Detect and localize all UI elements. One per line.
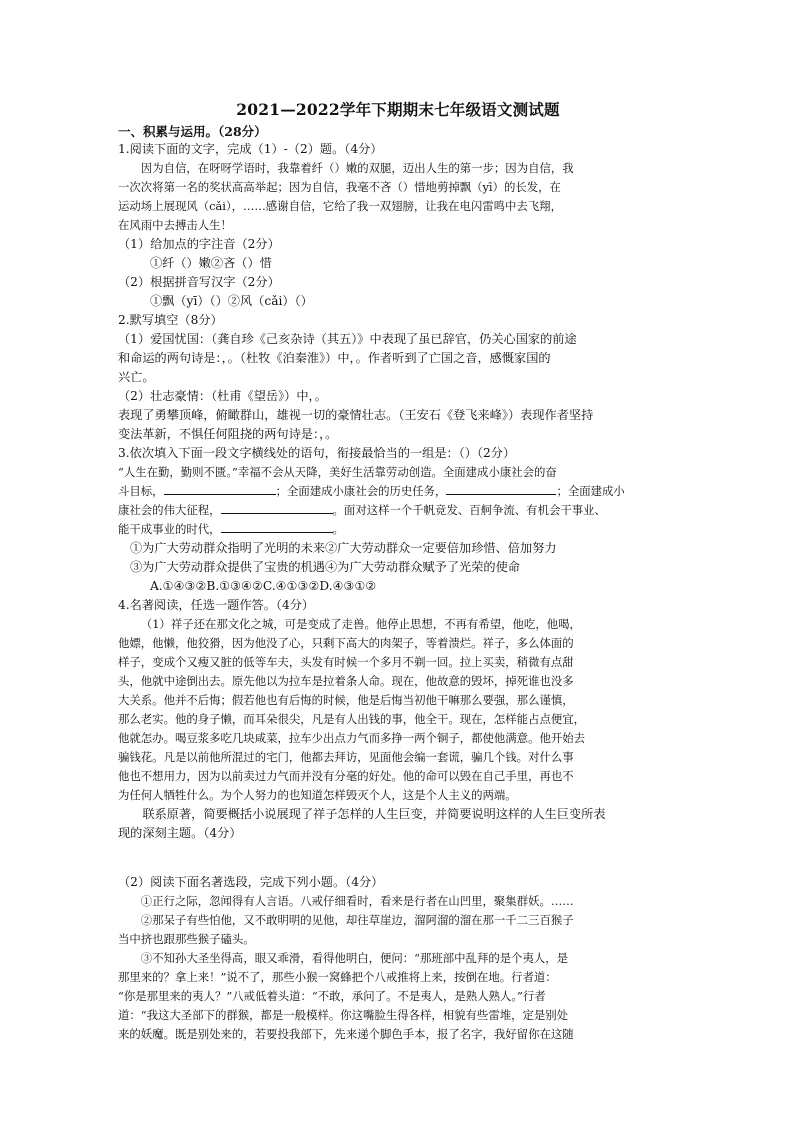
q4-sub2-stem: （2）阅读下面名著选段，完成下列小题。（4分） — [118, 875, 384, 889]
exam-title: 2021—2022学年下期期末七年级语文测试题 — [236, 100, 560, 119]
q1-sub1-answer: ①纤（）嫩②吝（）惜 — [150, 256, 272, 270]
q4-passage-line: 他嫖，他懒，他狡猾，因为他没了心，只剩下高大的肉架子，等着溃烂。祥子，多么体面的 — [118, 636, 574, 650]
fill-blank[interactable] — [446, 482, 556, 495]
q4-sub2-passage-line: 当中挤也跟那些猴子磕头。 — [118, 932, 255, 946]
q4-passage-line: 头，他就中途倒出去。原先他以为拉车是拉着条人命。现在，他故意的毁坏，掉死谁也没多 — [118, 674, 574, 688]
fill-blank[interactable] — [221, 501, 333, 514]
q4-sub2-passage-line: 道：“我这大圣部下的群猴，都是一般模样。你这嘴脸生得各样，相貌有些雷堆，定是别处 — [118, 1008, 569, 1022]
exam-page — [118, 98, 678, 1044]
q1-passage-line: 在风雨中去搏击人生！ — [118, 218, 232, 232]
q2-stem: 2.默写填空（8分） — [118, 313, 223, 327]
q3-choices: A.①④③②B.①③④②C.④①③②D.④③①② — [150, 579, 377, 593]
q4-sub2-passage-line: ②那呆子有些怕他，又不敢明明的见他，却往草崖边，溜阿溜的溜在那一千二三百猴子 — [140, 913, 574, 927]
q3-option-line: ①为广大劳动群众指明了光明的未来②广大劳动群众一定要倍加珍惜、倍加努力 — [130, 541, 557, 555]
q1-sub1: （1）给加点的字注音（2分） — [118, 237, 280, 251]
fill-blank[interactable] — [164, 482, 276, 495]
q1-passage-line: 运动场上展现风（cǎi），……感谢自信，它给了我一双翅膀，让我在电闪雷鸣中去飞翔， — [118, 199, 562, 213]
q2-line: 变法革新，不惧任何阻挠的两句诗是：，。 — [118, 427, 338, 441]
fill-blank[interactable] — [221, 520, 333, 533]
q3-text: 。面对这样一个千帆竞发、百舸争流、有机会干事业、 — [332, 503, 606, 517]
q4-passage-line: 大关系。他并不后悔；假若他也有后悔的时候，他是后悔当初他干嘛那么要强，那么谨慎， — [118, 693, 574, 707]
q4-stem: 4.名著阅读，任选一题作答。（4分） — [118, 598, 315, 612]
q4-question: 联系原著，简要概括小说展现了祥子怎样的人生巨变，并简要说明这样的人生巨变所表 — [142, 807, 606, 821]
q1-sub2: （2）根据拼音写汉字（2分） — [118, 275, 280, 289]
q4-sub2-passage-line: 来的妖魔。既是别处来的，若要投我部下，先来递个脚色手本，报了名字，我好留你在这随 — [118, 1027, 574, 1041]
q4-passage-line: 他也不想用力，因为以前卖过力气而并没有分毫的好处。他的命可以毁在自己手里，再也不 — [118, 769, 574, 783]
q4-question: 现的深刻主题。（4分） — [118, 826, 242, 840]
q3-stem: 3.依次填入下面一段文字横线处的语句，衔接最恰当的一组是：（）（2分） — [118, 446, 516, 460]
q4-sub2-passage-line: ③不知孙大圣坐得高，眼又乖滑，看得他明白，便问：“那班部中乱拜的是个夷人，是 — [140, 951, 569, 965]
q3-option-line: ③为广大劳动群众提供了宝贵的机遇④为广大劳动群众赋予了光荣的使命 — [130, 560, 520, 574]
q2-line: （2）壮志豪情：（杜甫《望岳》）中，。 — [118, 389, 327, 403]
q3-text: ；全面建成小康社会的历史任务， — [275, 484, 447, 498]
q4-passage-line: 样子，变成个又瘦又脏的低等车夫，头发有时候一个多月不剃一回。拉上买卖，稍微有点甜 — [118, 655, 574, 669]
q4-passage-line: 那么老实。他的身子懒，而耳朵很尖，凡是有人出钱的事，他全干。现在，怎样能占点便宜， — [118, 712, 586, 726]
q1-stem: 1.阅读下面的文字，完成（1）-（2）题。（4分） — [118, 142, 383, 156]
answer-space[interactable] — [118, 843, 678, 873]
q1-sub2-answer: ①飘（yī）（）②风（cǎi）（） — [150, 294, 313, 308]
q4-passage-line: 骗钱花。凡是以前他所混过的宅门，他都去拜访，见面他会编一套谎，骗几个钱。对什么事 — [118, 750, 574, 764]
q4-passage-line: （1）祥子还在那文化之城，可是变成了走兽。他停止思想，不再有希望，他吃，他喝， — [140, 617, 581, 631]
q3-text: 。 — [332, 522, 344, 536]
q4-sub2-passage-line: ①正行之际，忽闻得有人言语。八戒仔细看时，看来是行者在山凹里，聚集群妖。…… — [140, 894, 574, 908]
q3-passage-line — [118, 520, 678, 539]
q3-passage-line: “人生在勤，勤则不匮。”幸福不会从天降，美好生活靠劳动创造。全面建成小康社会的奋 — [118, 465, 557, 479]
q3-passage-line — [118, 501, 678, 520]
q1-passage-line: 一次次将第一名的奖状高高举起；因为自信，我毫不吝（）惜地剪掉飘（yī）的长发，在 — [118, 180, 561, 194]
section-heading: 一、积累与运用。（28分） — [118, 124, 267, 139]
q2-line: 兴亡。 — [118, 370, 155, 384]
q4-passage-line: 为任何人牺牲什么。为个人努力的也知道怎样毁灭个人，这是个人主义的两端。 — [118, 788, 517, 802]
q2-line: 表现了勇攀顶峰，俯瞰群山，雄视一切的豪情壮志。（王安石《登飞来峰》）表现作者坚持 — [118, 408, 594, 422]
q3-text: ；全面建成小 — [556, 484, 625, 498]
q4-sub2-passage-line: “你是那里来的夷人？”八戒低着头道：“不敢，承问了。不是夷人，是熟人熟人。”行者 — [118, 989, 546, 1003]
q3-text: 能干成事业的时代， — [118, 522, 221, 536]
q3-text: 康社会的伟大征程， — [118, 503, 221, 517]
q2-line: 和命运的两句诗是：，。（杜牧《泊秦淮》）中，。作者听到了亡国之音，感慨家国的 — [118, 351, 551, 365]
q3-text: 斗目标， — [118, 484, 164, 498]
q3-passage-line — [118, 482, 678, 501]
q1-passage-line: 因为自信，在呀呀学语时，我靠着纤（）嫩的双腿，迈出人生的第一步；因为自信，我 — [140, 161, 574, 175]
q4-sub2-passage-line: 那里来的？拿上来！”说不了，那些小猴一窝蜂把个八戒推将上来，按倒在地。行者道： — [118, 970, 557, 984]
q2-line: （1）爱国忧国：（龚自珍《己亥杂诗（其五）》中表现了虽已辞官，仍关心国家的前途 — [118, 332, 577, 346]
q4-passage-line: 他就怎办。喝豆浆多吃几块咸菜，拉车少出点力气而多挣一两个铜子，都使他满意。他开始去 — [118, 731, 586, 745]
